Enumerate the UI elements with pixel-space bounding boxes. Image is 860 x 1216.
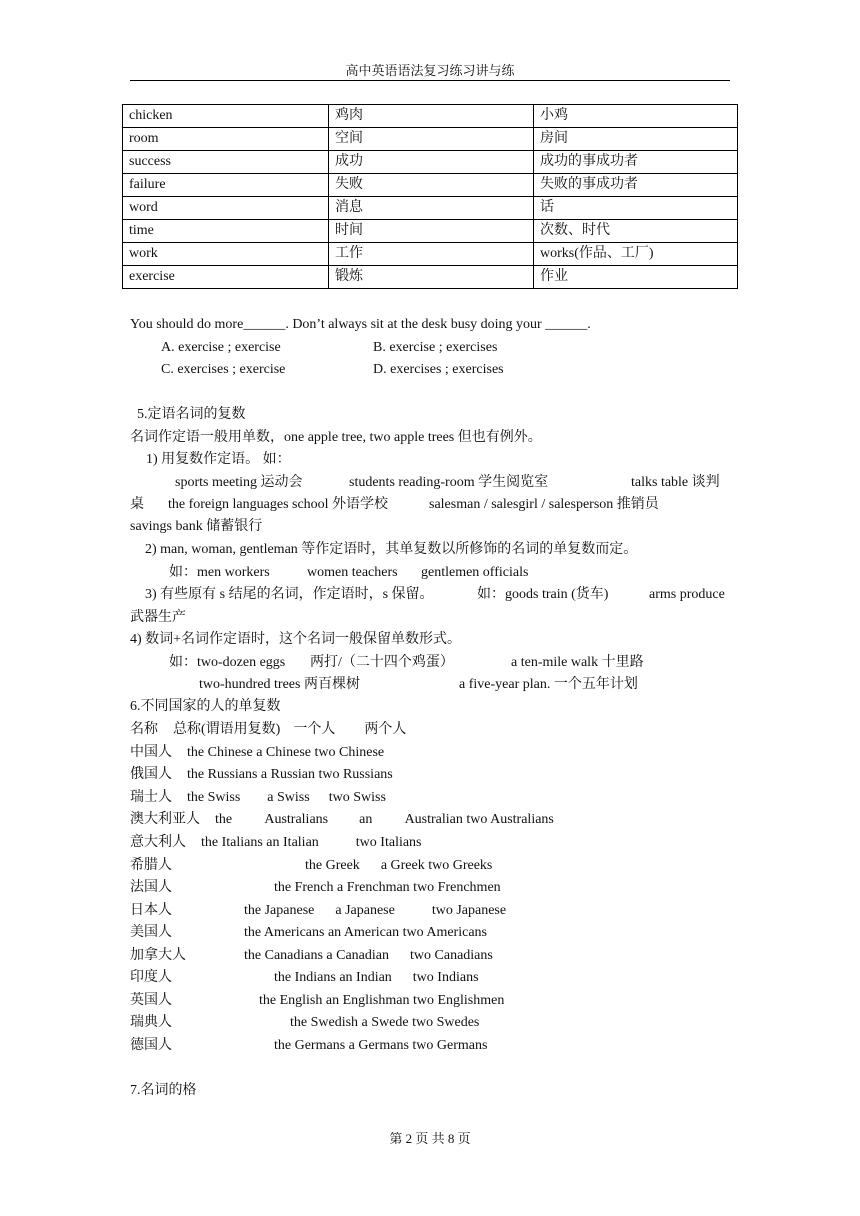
example-talks-table-cont: 桌 [130, 497, 144, 512]
nationality-zh: 法国人 [130, 880, 172, 895]
nationality-forms: the French a Frenchman two Frenchmen [274, 880, 501, 895]
example-five-year-plan: a five-year plan. 一个五年计划 [459, 677, 638, 692]
vocab-word: failure [123, 174, 329, 197]
nationality-forms: the Greek [305, 858, 360, 873]
nationality-row [130, 857, 172, 875]
example-arms-produce: arms produce [649, 587, 725, 602]
vocab-row [123, 197, 738, 220]
vocab-meaning-2: works(作品、工厂) [534, 243, 738, 266]
nationality-forms: the Swiss [187, 790, 241, 805]
col-total: 总称(谓语用复数) [173, 722, 281, 737]
nationality-zh: 希腊人 [130, 858, 172, 873]
vocab-meaning-1: 消息 [329, 197, 534, 220]
nationality-forms: the Russians a Russian two Russians [187, 767, 393, 782]
nationality-row [130, 744, 384, 762]
option-d: D. exercises ; exercises [373, 362, 504, 377]
vocab-table [122, 104, 738, 289]
nationality-zh: 瑞典人 [130, 1015, 172, 1030]
page-footer: 第 2 页 共 8 页 [389, 1131, 471, 1146]
vocab-word: success [123, 151, 329, 174]
vocab-row [123, 128, 738, 151]
nationality-forms: two Japanese [431, 903, 507, 918]
nationality-zh: 俄国人 [130, 767, 172, 782]
nationality-zh: 日本人 [130, 903, 172, 918]
vocab-meaning-2: 作业 [534, 266, 738, 289]
vocab-word: exercise [123, 266, 329, 289]
vocab-row [123, 243, 738, 266]
nationality-zh: 中国人 [130, 745, 172, 760]
nationality-zh: 澳大利亚人 [130, 812, 200, 827]
example-languages-school: the foreign languages school 外语学校 [168, 497, 389, 512]
vocab-row [123, 266, 738, 289]
example-arms-produce-cont: 武器生产 [130, 610, 186, 625]
nationality-row [130, 992, 172, 1010]
nationality-row [130, 766, 393, 784]
vocab-meaning-1: 时间 [329, 220, 534, 243]
example-sports-meeting: sports meeting 运动会 [175, 475, 303, 490]
vocab-meaning-2: 成功的事成功者 [534, 151, 738, 174]
nationality-zh: 印度人 [130, 970, 172, 985]
vocab-word: chicken [123, 105, 329, 128]
vocab-meaning-2: 次数、时代 [534, 220, 738, 243]
example-women-teachers: women teachers [307, 565, 398, 580]
vocab-row [123, 174, 738, 197]
nationality-forms: the English an Englishman two Englishmen [259, 993, 505, 1008]
page-header: 高中英语语法复习练习讲与练 [345, 63, 515, 78]
nationality-row [130, 879, 172, 897]
section5-intro: 名词作定语一般用单数，one apple tree, two apple trees 但也有例外。 [130, 430, 542, 445]
nationality-forms: Australians [264, 812, 329, 827]
example-two-hundred-trees: two-hundred trees 两百棵树 [199, 677, 360, 692]
vocab-meaning-2: 话 [534, 197, 738, 220]
nationality-forms: Australian two Australians [404, 812, 554, 827]
nationality-forms: the Chinese a Chinese two Chinese [187, 745, 385, 760]
nationality-row [130, 924, 172, 942]
example-two-dozen-eggs: 如：two-dozen eggs [169, 655, 286, 670]
example-ten-mile-walk: a ten-mile walk 十里路 [511, 655, 644, 670]
example-talks-table: talks table 谈判 [631, 475, 720, 490]
nationality-forms: the [215, 812, 233, 827]
vocab-meaning-1: 锻炼 [329, 266, 534, 289]
section5-point4: 4) 数词+名词作定语时，这个名词一般保留单数形式。 [130, 632, 462, 647]
option-c: C. exercises ; exercise [161, 362, 286, 377]
vocab-meaning-2: 房间 [534, 128, 738, 151]
nationality-forms: the Swedish a Swede two Swedes [290, 1015, 480, 1030]
vocab-word: time [123, 220, 329, 243]
nationality-zh: 德国人 [130, 1038, 172, 1053]
example-reading-room: students reading-room 学生阅览室 [349, 475, 549, 490]
example-salesman: salesman / salesgirl / salesperson 推销员 [429, 497, 659, 512]
vocab-row [123, 105, 738, 128]
nationality-forms: the Japanese [244, 903, 315, 918]
example-two-dozen-eggs-zh: 两打/（二十四个鸡蛋） [310, 655, 454, 670]
col-two: 两个人 [364, 722, 407, 737]
nationality-forms: two Canadians [410, 948, 493, 963]
nationality-row [130, 834, 422, 852]
nationality-zh: 美国人 [130, 925, 172, 940]
example-goods-train: 如：goods train (货车) [477, 587, 609, 602]
section6-heading: 6.不同国家的人的单复数 [130, 699, 281, 714]
nationality-forms: the Italians an Italian [201, 835, 319, 850]
nationality-forms: the Indians an Indian [274, 970, 392, 985]
nationality-forms: a Greek two Greeks [380, 858, 493, 873]
section7-heading: 7.名词的格 [130, 1083, 197, 1098]
nationality-forms: the Canadians a Canadian [244, 948, 390, 963]
nationality-row [130, 969, 172, 987]
option-b: B. exercise ; exercises [373, 340, 498, 355]
nationality-forms: a Swiss [267, 790, 310, 805]
nationality-zh: 意大利人 [130, 835, 186, 850]
vocab-meaning-1: 失败 [329, 174, 534, 197]
vocab-meaning-1: 工作 [329, 243, 534, 266]
nationality-row [130, 947, 186, 965]
nationality-row-forms [274, 969, 479, 987]
question-stem: You should do more______. Don’t always sit at the desk busy doing your ______. [130, 317, 591, 332]
col-name: 名称 [130, 722, 158, 737]
section5-point3: 3) 有些原有 s 结尾的名词，作定语时，s 保留。 [145, 587, 434, 602]
example-savings-bank: savings bank 储蓄银行 [130, 519, 263, 534]
vocab-meaning-1: 空间 [329, 128, 534, 151]
nationality-forms: the Germans a Germans two Germans [274, 1038, 488, 1053]
nationality-row-forms [244, 947, 493, 965]
nationality-row-forms [305, 857, 492, 875]
nationality-row [130, 1014, 172, 1032]
nationality-row [130, 1037, 172, 1055]
vocab-meaning-2: 失败的事成功者 [534, 174, 738, 197]
nationality-forms: two Swiss [328, 790, 386, 805]
example-gentlemen-officials: gentlemen officials [421, 565, 529, 580]
section5-heading: 5.定语名词的复数 [137, 407, 246, 422]
vocab-meaning-1: 鸡肉 [329, 105, 534, 128]
vocab-meaning-1: 成功 [329, 151, 534, 174]
nationality-forms: an [359, 812, 373, 827]
example-men-workers: 如：men workers [169, 565, 270, 580]
nationality-forms: a Japanese [335, 903, 395, 918]
vocab-row [123, 151, 738, 174]
nationality-forms: two Italians [355, 835, 422, 850]
header-rule [130, 80, 730, 81]
nationality-row [130, 789, 386, 807]
nationality-zh: 瑞士人 [130, 790, 172, 805]
col-one: 一个人 [293, 722, 336, 737]
section5-point1: 1) 用复数作定语。 如： [146, 452, 291, 467]
section5-point2: 2) man, woman, gentleman 等作定语时，其单复数以所修饰的名词的单复数而定。 [145, 542, 638, 557]
nationality-row [130, 811, 554, 829]
nationality-zh: 英国人 [130, 993, 172, 1008]
option-a: A. exercise ; exercise [161, 340, 281, 355]
nationality-row-forms [244, 902, 506, 920]
vocab-word: work [123, 243, 329, 266]
nationality-forms: the Americans an American two Americans [244, 925, 487, 940]
vocab-word: room [123, 128, 329, 151]
nationality-zh: 加拿大人 [130, 948, 186, 963]
vocab-row [123, 220, 738, 243]
nationality-forms: two Indians [412, 970, 479, 985]
nationality-row [130, 902, 172, 920]
section6-column-headers [130, 721, 406, 739]
vocab-meaning-2: 小鸡 [534, 105, 738, 128]
vocab-word: word [123, 197, 329, 220]
